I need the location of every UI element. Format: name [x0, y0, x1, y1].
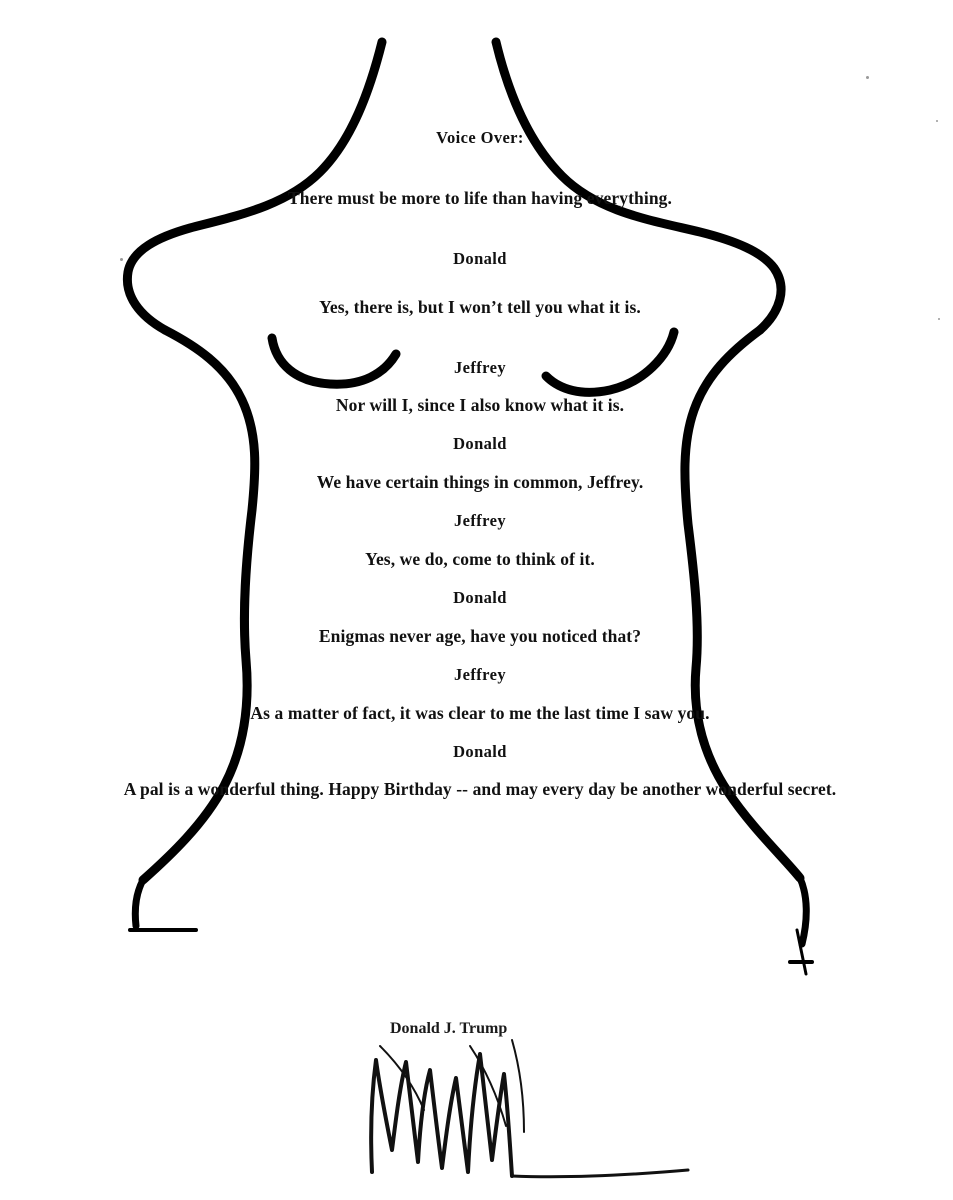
signature-name: Donald J. Trump: [390, 1020, 508, 1037]
speaker-name-donald-2: Donald: [453, 434, 507, 454]
dialogue-block: [120, 128, 840, 800]
signature-block: [330, 1020, 730, 1038]
dialogue-line-donald-3: Enigmas never age, have you noticed that?: [318, 625, 642, 646]
speaker-name-donald-4: Donald: [453, 741, 507, 761]
signature-ink: [371, 1040, 688, 1177]
dialogue-line-jeffrey-2: Yes, we do, come to think of it.: [365, 548, 595, 569]
voice-over-label: Voice Over:: [436, 128, 524, 147]
dialogue-line-jeffrey-1: Nor will I, since I also know what it is.: [335, 395, 625, 416]
dialogue-line-donald-2: We have certain things in common, Jeffrey.: [316, 472, 644, 493]
dialogue-line-donald-1: Yes, there is, but I won’t tell you what it is.: [319, 296, 641, 317]
scan-speck: [936, 120, 938, 122]
dialogue-line-voiceover: There must be more to life than having everything.: [288, 187, 672, 208]
speaker-name-jeffrey-1: Jeffrey: [454, 357, 506, 377]
speaker-name-jeffrey-2: Jeffrey: [454, 511, 506, 531]
speaker-name-donald-1: Donald: [453, 248, 507, 268]
speaker-name-donald-3: Donald: [453, 587, 507, 607]
speaker-name-jeffrey-3: Jeffrey: [454, 664, 506, 684]
dialogue-line-donald-4: A pal is a wonderful thing. Happy Birthday -- and may every day be another wonderful secret.: [123, 779, 837, 800]
scan-speck: [938, 318, 940, 320]
scan-speck: [866, 76, 869, 79]
dialogue-line-jeffrey-3: As a matter of fact, it was clear to me the last time I saw you.: [250, 702, 710, 723]
